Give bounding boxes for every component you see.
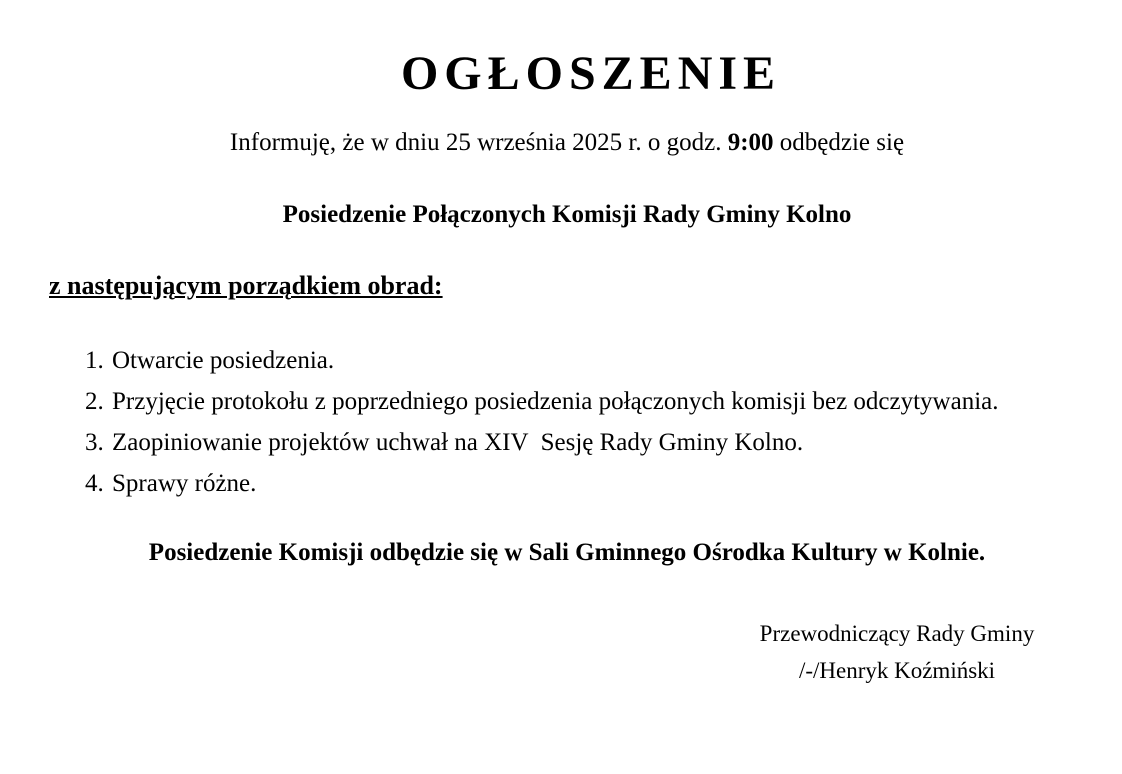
agenda-heading: z następującym porządkiem obrad: <box>49 270 443 300</box>
agenda-item-text: Sprawy różne. <box>112 469 257 497</box>
signature-block <box>732 619 1062 686</box>
signature-role: Przewodniczący Rady Gminy <box>759 620 1035 646</box>
agenda-item-text: Otwarcie posiedzenia. <box>112 346 335 374</box>
location-note: Posiedzenie Komisji odbędzie się w Sali Gminnego Ośrodka Kultury w Kolnie. <box>148 538 986 566</box>
agenda-item-text: Zaopiniowanie projektów uchwał na XIV Sesję Rady Gminy Kolno. <box>112 428 804 456</box>
agenda-item-number: 3. <box>85 428 104 456</box>
signature-name: /-/Henryk Koźmiński <box>798 657 996 683</box>
intro-line <box>6 128 1122 158</box>
intro-text-before-time: Informuję, że w dniu 25 września 2025 r. o godz. <box>229 128 728 156</box>
agenda-item-number: 2. <box>85 387 104 415</box>
document-title: OGŁOSZENIE <box>400 47 782 100</box>
agenda-item-text: Przyjęcie protokołu z poprzedniego posiedzenia połączonych komisji bez odczytywania. <box>112 387 999 415</box>
meeting-subtitle: Posiedzenie Połączonych Komisji Rady Gminy Kolno <box>282 200 852 228</box>
agenda-item-number: 1. <box>85 346 104 374</box>
agenda-list <box>0 346 1122 499</box>
agenda-item-number: 4. <box>85 469 104 497</box>
agenda-item <box>85 428 1122 458</box>
agenda-item <box>85 469 1122 499</box>
meeting-time: 9:00 <box>727 128 774 156</box>
agenda-item <box>85 346 1122 376</box>
agenda-item <box>85 387 1122 417</box>
intro-text-after-time: odbędzie się <box>773 128 905 156</box>
